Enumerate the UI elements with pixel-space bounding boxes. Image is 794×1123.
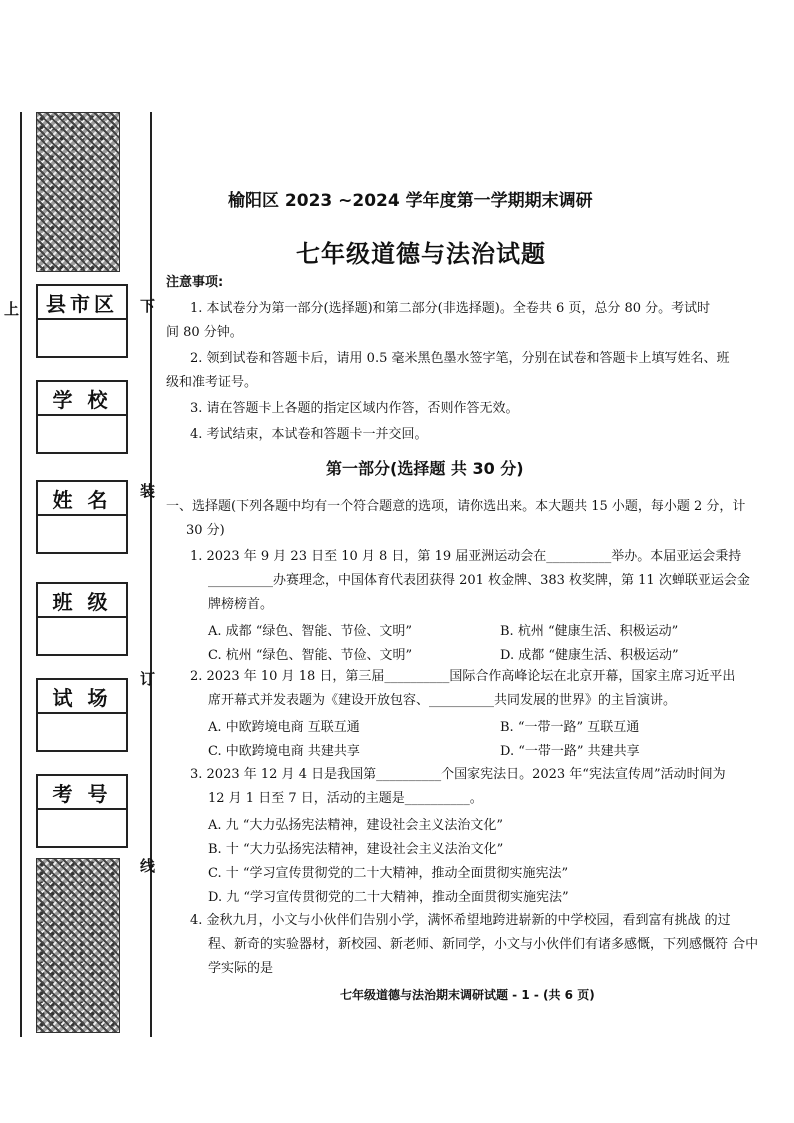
question-4-line: 程、新奇的实验器材，新校园、新老师、新同学，小文与小伙伴们有诸多感慨，下列感慨符 合中: [208, 937, 759, 952]
question-1-option-d[interactable]: D. 成都 “健康生活、积极运动”: [500, 648, 679, 663]
binding-line-right: [150, 112, 152, 1037]
question-2-option-b[interactable]: B. “一带一路” 互联互通: [500, 720, 640, 735]
instructions-line: 30 分): [186, 523, 225, 538]
binding-char-xia: 下: [140, 297, 156, 315]
question-3-option-d[interactable]: D. 九 “学习宣传贯彻党的二十大精神，推动全面贯彻实施宪法”: [208, 890, 569, 905]
binding-char-xian: 线: [140, 857, 156, 875]
field-exam-room-label: 试 场: [38, 680, 126, 714]
question-3-option-b[interactable]: B. 十 “大力弘扬宪法精神，建设社会主义法治文化”: [208, 842, 504, 857]
question-1-option-a[interactable]: A. 成都 “绿色、智能、节俭、文明”: [208, 624, 413, 639]
question-2-line: 2. 2023 年 10 月 18 日，第三届__________国际合作高峰论坛在北京开幕，国家主席习近平出: [190, 669, 736, 684]
field-county-label: 县市区: [38, 286, 126, 320]
field-school-label: 学 校: [38, 382, 126, 416]
decorative-pattern-bottom: [36, 858, 120, 1033]
binding-line-left: [20, 112, 22, 1037]
question-3-line: 12 月 1 日至 7 日，活动的主题是__________。: [208, 791, 483, 806]
field-exam-number-label: 考 号: [38, 776, 126, 810]
field-county[interactable]: [36, 284, 128, 358]
field-class[interactable]: [36, 582, 128, 656]
exam-title: 七年级道德与法治试题: [296, 240, 546, 268]
binding-char-ding: 订: [140, 670, 156, 688]
page-footer: 七年级道德与法治期末调研试题 - 1 - (共 6 页): [340, 988, 595, 1002]
field-exam-number[interactable]: [36, 774, 128, 848]
instructions-line: 一、选择题(下列各题中均有一个符合题意的选项，请你选出来。本大题共 15 小题，每小题 2 分，计: [166, 499, 746, 514]
notes-heading: 注意事项:: [166, 275, 224, 290]
question-4-line: 4. 金秋九月，小文与小伙伴们告别小学，满怀希望地跨进崭新的中学校园，看到富有挑战 的过: [190, 913, 731, 928]
notes-line: 级和准考证号。: [166, 375, 258, 390]
notes-line: 3. 请在答题卡上各题的指定区域内作答，否则作答无效。: [190, 401, 519, 416]
question-1-option-b[interactable]: B. 杭州 “健康生活、积极运动”: [500, 624, 679, 639]
field-exam-room[interactable]: [36, 678, 128, 752]
notes-line: 1. 本试卷分为第一部分(选择题)和第二部分(非选择题)。全卷共 6 页，总分 80 分。考试时: [190, 301, 711, 316]
question-3-option-c[interactable]: C. 十 “学习宣传贯彻党的二十大精神，推动全面贯彻实施宪法”: [208, 866, 569, 881]
notes-line: 4. 考试结束，本试卷和答题卡一并交回。: [190, 427, 428, 442]
field-class-label: 班 级: [38, 584, 126, 618]
left-edge-char: 上: [4, 300, 20, 318]
notes-line: 2. 领到试卷和答题卡后，请用 0.5 毫米黑色墨水签字笔，分别在试卷和答题卡上填写姓名、班: [190, 351, 730, 366]
decorative-pattern-top: [36, 112, 120, 272]
section-title: 第一部分(选择题 共 30 分): [326, 459, 524, 478]
field-name[interactable]: [36, 480, 128, 554]
question-1-line: 牌榜榜首。: [208, 597, 274, 612]
question-3-option-a[interactable]: A. 九 “大力弘扬宪法精神，建设社会主义法治文化”: [208, 818, 504, 833]
question-1-line: 1. 2023 年 9 月 23 日至 10 月 8 日，第 19 届亚洲运动会在__________举办。本届亚运会秉持: [190, 549, 742, 564]
question-4-line: 学实际的是: [208, 961, 274, 976]
question-2-option-a[interactable]: A. 中欧跨境电商 互联互通: [208, 720, 360, 735]
question-2-option-d[interactable]: D. “一带一路” 共建共享: [500, 744, 640, 759]
question-3-line: 3. 2023 年 12 月 4 日是我国第__________个国家宪法日。2023 年“宪法宣传周”活动时间为: [190, 767, 726, 782]
question-1-line: __________办赛理念，中国体育代表团获得 201 枚金牌、383 枚奖牌，第 11 次蝉联亚运会金: [208, 573, 750, 588]
notes-line: 间 80 分钟。: [166, 325, 243, 340]
question-2-line: 席开幕式并发表题为《建设开放包容、__________共同发展的世界》的主旨演讲。: [208, 693, 677, 708]
question-1-option-c[interactable]: C. 杭州 “绿色、智能、节俭、文明”: [208, 648, 413, 663]
field-name-label: 姓 名: [38, 482, 126, 516]
exam-subtitle: 榆阳区 2023 ~2024 学年度第一学期期末调研: [228, 191, 593, 211]
question-2-option-c[interactable]: C. 中欧跨境电商 共建共享: [208, 744, 360, 759]
field-school[interactable]: [36, 380, 128, 454]
binding-char-zhuang: 装: [140, 482, 156, 500]
